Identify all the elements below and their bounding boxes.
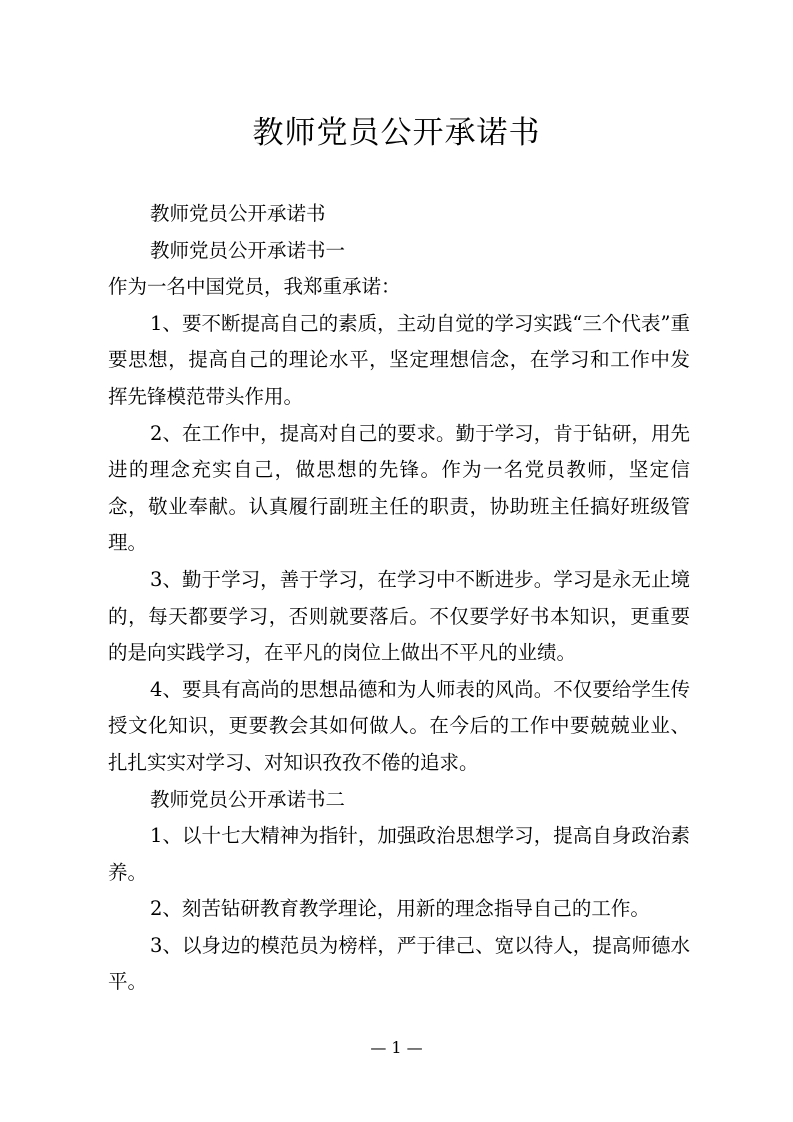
section-heading-two: 教师党员公开承诺书二 [150,787,346,811]
paragraph-item-2: 2、在工作中，提高对自己的要求。勤于学习，肯于钻研，用先进的理念充实自己，做思想的先锋。作为一名党员教师，坚定信念，敬业奉献。认真履行副班主任的职责，协助班主任搞好班级管理。 [108,421,690,555]
paragraph-heading: 教师党员公开承诺书 [150,202,326,225]
paragraph-item-4: 4、要具有高尚的思想品德和为人师表的风尚。不仅要给学生传授文化知识，更要教会其如何做人。在今后的工作中要兢兢业业、扎扎实实对学习、对知识孜孜不倦的追求。 [108,677,690,774]
paragraph-intro: 作为一名中国党员，我郑重承诺： [108,275,401,299]
page-number: — 1 — [370,1038,423,1057]
document-title: 教师党员公开承诺书 [252,115,541,151]
paragraph-item-3b: 3、以身边的模范员为榜样，严于律己、宽以待人，提高师德水平。 [108,933,690,994]
paragraph-item-2b: 2、刻苦钻研教育教学理论，用新的理念指导自己的工作。 [150,897,650,921]
section-heading-one: 教师党员公开承诺书一 [150,238,346,262]
paragraph-item-3: 3、勤于学习，善于学习，在学习中不断进步。学习是永无止境的，每天都要学习，否则就要落后。不仅要学好书本知识，更重要的是向实践学习，在平凡的岗位上做出不平凡的业绩。 [108,567,690,665]
paragraph-item-1b: 1、以十七大精神为指针，加强政治思想学习，提高自身政治素养。 [108,824,690,884]
paragraph-item-1: 1、要不断提高自己的素质，主动自觉的学习实践“三个代表”重要思想，提高自己的理论水平，坚定理想信念，在学习和工作中发挥先锋模范带头作用。 [108,311,690,408]
document-body [108,196,690,1001]
